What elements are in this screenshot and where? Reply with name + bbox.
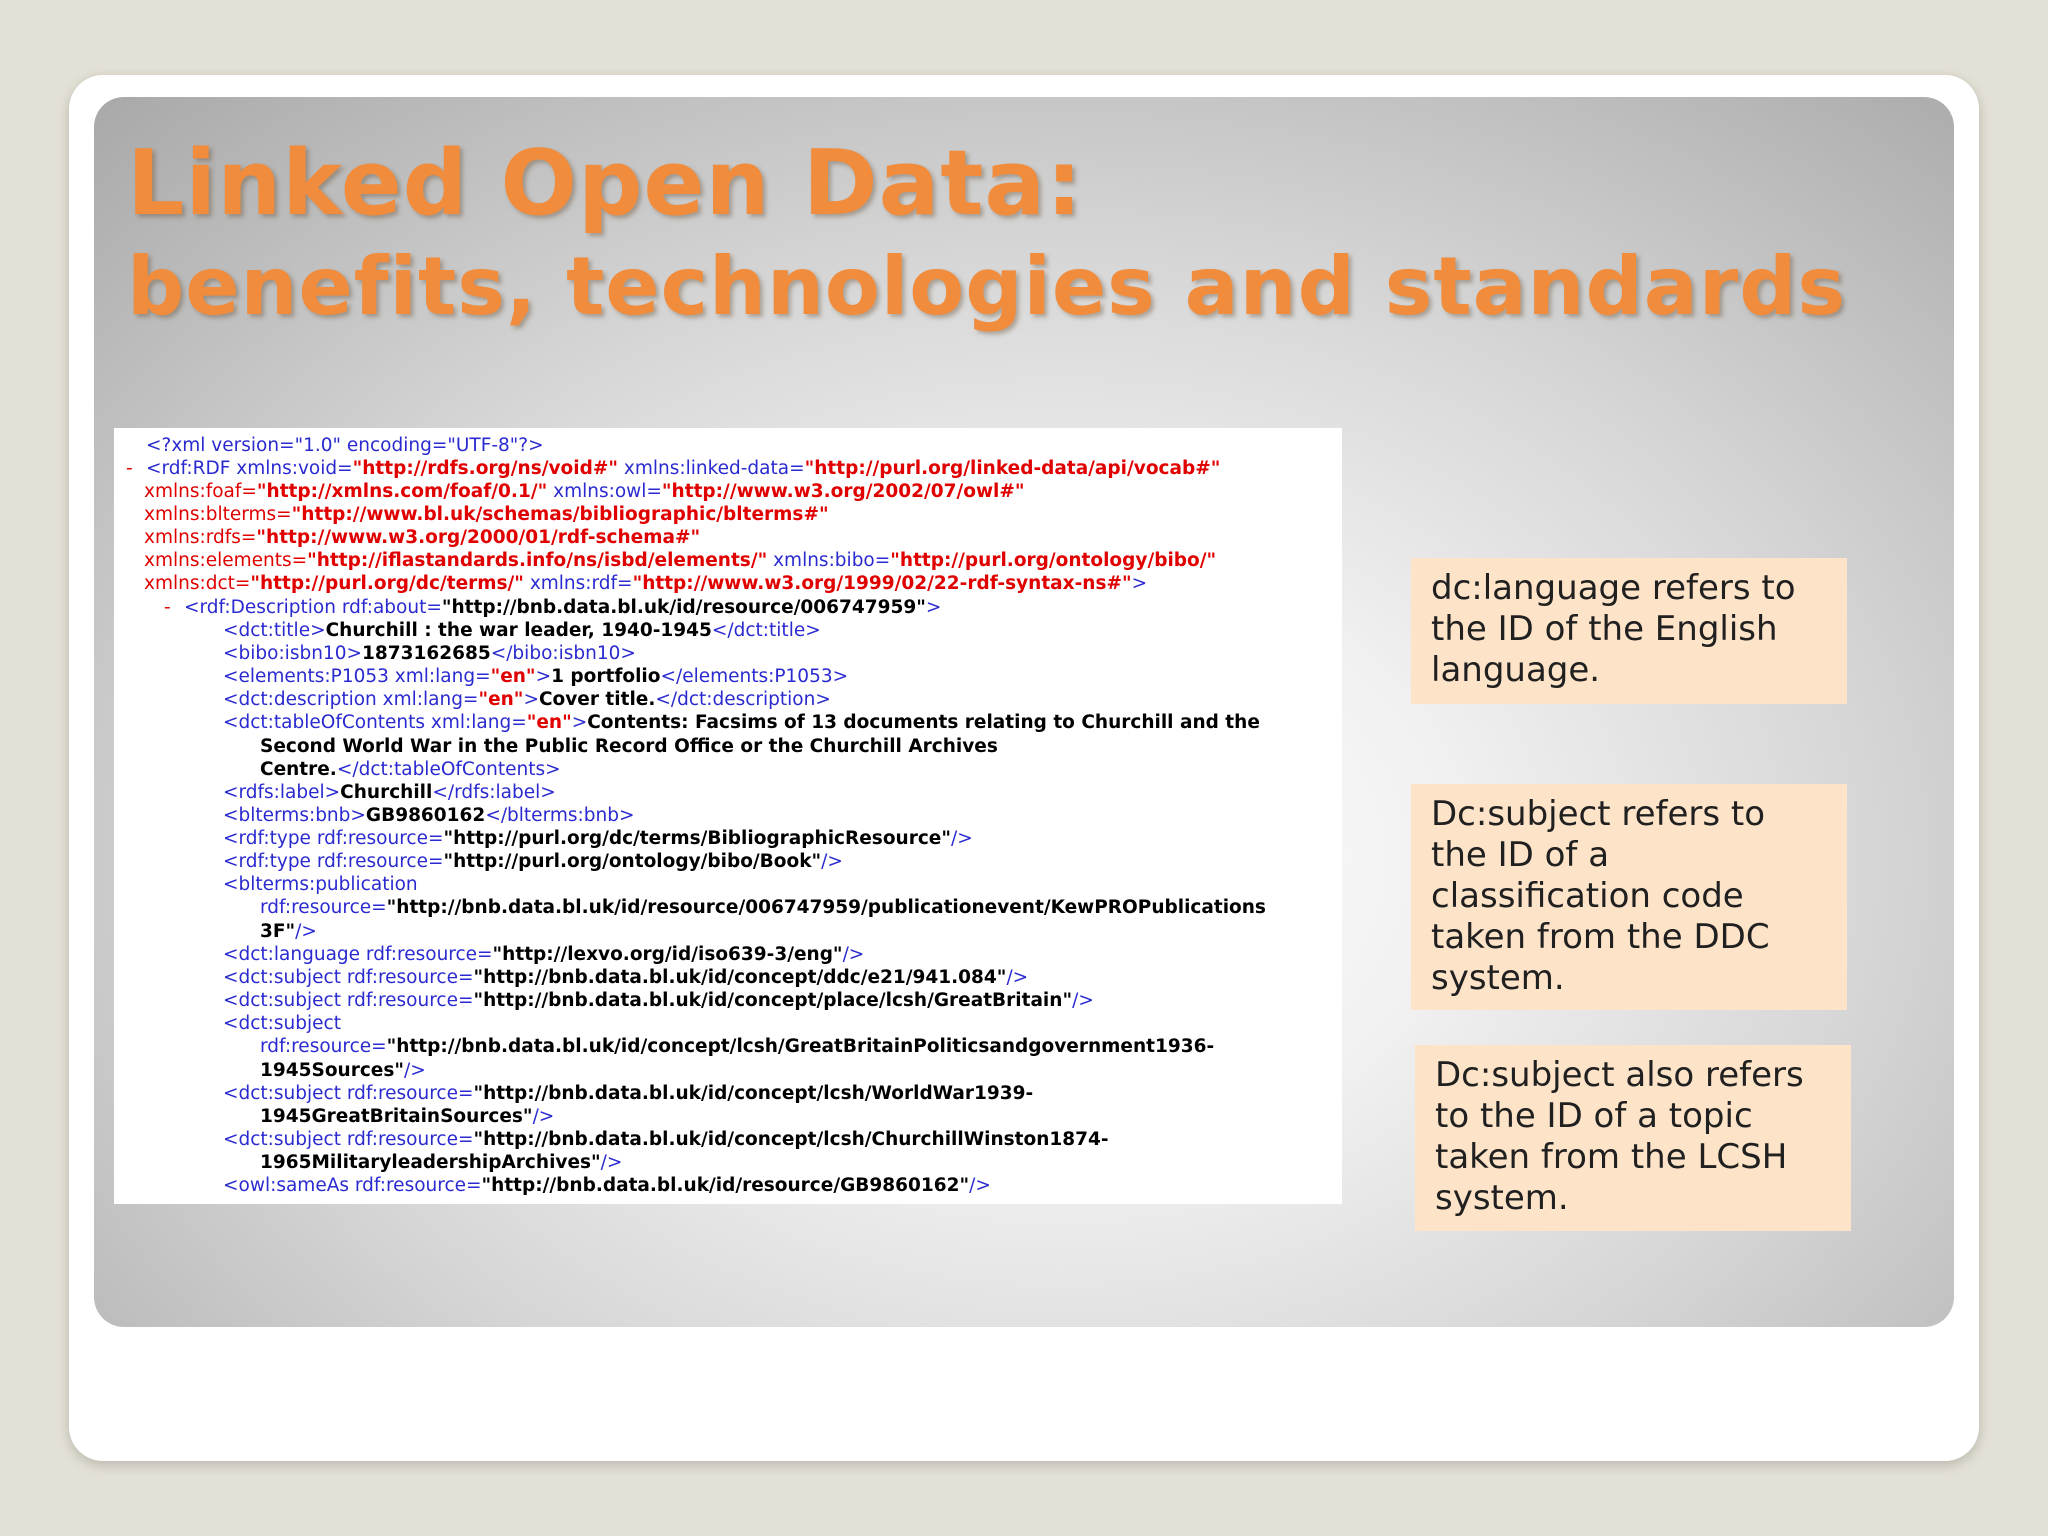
xml-line (223, 665, 848, 688)
xml-token: 1945Sources" (260, 1060, 404, 1081)
slide-subtitle-line2: benefits, technologies and standards (127, 240, 1847, 333)
xml-line (260, 735, 998, 758)
xml-token: > (535, 666, 552, 687)
xml-token: "en" (526, 712, 572, 733)
xml-token: <dct:subject rdf:resource= (223, 990, 474, 1011)
xml-token: "http://www.w3.org/2002/07/owl#" (661, 481, 1025, 502)
xml-line (260, 1035, 1214, 1058)
xml-token: "en" (478, 689, 524, 710)
xml-line (144, 549, 1216, 572)
xml-token: xmlns:owl= (547, 481, 662, 502)
xml-token: </elements:P1053> (660, 666, 849, 687)
xml-token: xmlns:bibo= (767, 550, 891, 571)
xml-token: <dct:subject rdf:resource= (223, 967, 474, 988)
xml-token: /> (403, 1060, 426, 1081)
xml-token: Churchill (340, 782, 433, 803)
xml-line (223, 619, 821, 642)
xml-line (223, 1012, 341, 1035)
xml-token: 3F" (260, 921, 296, 942)
xml-token: "http://bnb.data.bl.uk/id/concept/lcsh/GreatBritainPoliticsandgovernment1936- (386, 1036, 1215, 1057)
xml-line (144, 526, 700, 549)
xml-token: "http://purl.org/dc/terms/" (250, 573, 524, 594)
xml-token: <bibo:isbn10> (223, 643, 362, 664)
xml-line (223, 711, 1260, 734)
xml-token: /> (532, 1106, 555, 1127)
xml-token: "http://purl.org/dc/terms/BibliographicResource" (443, 828, 951, 849)
xml-token: > (523, 689, 539, 710)
xml-token: Cover title. (538, 689, 656, 710)
xml-token: <?xml version="1.0" encoding="UTF-8"?> (146, 435, 544, 456)
xml-line (260, 920, 317, 943)
xml-line (223, 989, 1094, 1012)
xml-line (126, 457, 1221, 480)
xml-line (223, 804, 634, 827)
note-dc-subject-lcsh: Dc:subject also refers to the ID of a topic taken from the LCSH system. (1415, 1045, 1851, 1231)
xml-token: <rdfs:label> (223, 782, 341, 803)
note-dc-subject-ddc: Dc:subject refers to the ID of a classification code taken from the DDC system. (1411, 784, 1847, 1010)
xml-line (260, 1105, 554, 1128)
xml-token: "http://purl.org/ontology/bibo/" (890, 550, 1217, 571)
xml-token: /> (1072, 990, 1094, 1011)
xml-token: 1 portfolio (551, 666, 661, 687)
xml-token: "http://www.bl.uk/schemas/bibliographic/blterms#" (291, 504, 829, 525)
xml-token: "http://purl.org/linked-data/api/vocab#" (804, 458, 1221, 479)
xml-token: <dct:subject (223, 1013, 341, 1034)
xml-token: </bibo:isbn10> (490, 643, 636, 664)
xml-token: <rdf:Description rdf:about= (184, 597, 442, 618)
xml-line (260, 1151, 622, 1174)
xml-line (144, 572, 1147, 595)
slide-title-line1: Linked Open Data: (127, 131, 1084, 236)
xml-token: /> (821, 851, 843, 872)
xml-token: "http://bnb.data.bl.uk/id/resource/006747959/publicationevent/KewPROPublications (386, 897, 1266, 918)
xml-token: xmlns:foaf= (144, 481, 257, 502)
xml-token: <rdf:type rdf:resource= (223, 828, 444, 849)
xml-line (223, 850, 843, 873)
xml-token: /> (1006, 967, 1029, 988)
xml-token: <rdf:type rdf:resource= (223, 851, 444, 872)
collapse-marker[interactable]: - (126, 458, 133, 479)
xml-token: /> (969, 1175, 991, 1196)
xml-line (223, 827, 973, 850)
xml-token: <dct:title> (223, 620, 326, 641)
xml-token: <blterms:publication (223, 874, 418, 895)
xml-line (223, 1082, 1033, 1105)
xml-token: 1873162685 (361, 643, 491, 664)
xml-token: /> (600, 1152, 623, 1173)
xml-token: "http://bnb.data.bl.uk/id/resource/GB9860162" (481, 1175, 970, 1196)
xml-line (223, 1174, 991, 1197)
xml-token: "http://bnb.data.bl.uk/id/concept/lcsh/ChurchillWinston1874- (473, 1129, 1109, 1150)
xml-token: Second World War in the Public Record Office or the Churchill Archives (260, 736, 998, 757)
xml-line (164, 596, 942, 619)
xml-token: <owl:sameAs rdf:resource= (223, 1175, 482, 1196)
xml-token: xmlns:rdfs= (144, 527, 257, 548)
xml-token: xmlns:elements= (144, 550, 308, 571)
xml-token: <dct:description xml:lang= (223, 689, 479, 710)
xml-token: <blterms:bnb> (223, 805, 366, 826)
xml-token: "http://bnb.data.bl.uk/id/concept/place/lcsh/GreatBritain" (473, 990, 1073, 1011)
xml-token: "http://xmlns.com/foaf/0.1/" (256, 481, 548, 502)
xml-line (223, 943, 864, 966)
xml-token: <dct:subject rdf:resource= (223, 1083, 474, 1104)
xml-token: "en" (490, 666, 536, 687)
note-dc-language: dc:language refers to the ID of the English language. (1411, 558, 1847, 704)
xml-token: rdf:resource= (260, 897, 387, 918)
xml-token: Contents: Facsims of 13 documents relating to Churchill and the (587, 712, 1260, 733)
xml-token: </dct:description> (655, 689, 831, 710)
xml-token: "http://bnb.data.bl.uk/id/concept/ddc/e21/941.084" (473, 967, 1007, 988)
xml-line (223, 642, 636, 665)
xml-token: </dct:tableOfContents> (336, 759, 561, 780)
xml-token: "http://purl.org/ontology/bibo/Book" (443, 851, 822, 872)
slide-title (127, 130, 1846, 336)
xml-line (260, 896, 1266, 919)
xml-token: xmlns:linked-data= (617, 458, 805, 479)
xml-token: Churchill : the war leader, 1940-1945 (325, 620, 712, 641)
xml-token: /> (950, 828, 973, 849)
xml-line (223, 873, 418, 896)
xml-token: xmlns:void= (230, 458, 353, 479)
xml-token: xmlns:dct= (144, 573, 251, 594)
xml-line (223, 1128, 1109, 1151)
xml-line (223, 688, 831, 711)
xml-line (223, 966, 1028, 989)
xml-token: GB9860162 (365, 805, 486, 826)
xml-token: rdf:resource= (260, 1036, 387, 1057)
xml-line (146, 434, 544, 457)
xml-token: > (1131, 573, 1148, 594)
xml-token: xmlns:rdf= (523, 573, 633, 594)
xml-token: > (925, 597, 942, 618)
xml-token: "http://bnb.data.bl.uk/id/concept/lcsh/WorldWar1939- (473, 1083, 1034, 1104)
rdf-xml-code-block (114, 428, 1342, 1204)
collapse-marker[interactable]: - (164, 597, 171, 618)
xml-token: "http://www.w3.org/1999/02/22-rdf-syntax-ns#" (632, 573, 1132, 594)
xml-token: </rdfs:label> (432, 782, 556, 803)
xml-token: </dct:title> (711, 620, 821, 641)
xml-line (260, 1059, 426, 1082)
xml-token: </blterms:bnb> (485, 805, 635, 826)
xml-token: <elements:P1053 xml:lang= (223, 666, 491, 687)
xml-token: <dct:tableOfContents xml:lang= (223, 712, 527, 733)
xml-token: /> (295, 921, 317, 942)
xml-token: <dct:subject rdf:resource= (223, 1129, 474, 1150)
xml-token: "http://lexvo.org/id/iso639-3/eng" (492, 944, 843, 965)
xml-line (223, 781, 556, 804)
xml-token: > (571, 712, 588, 733)
xml-token: "http://bnb.data.bl.uk/id/resource/006747959" (441, 597, 926, 618)
xml-token: Centre. (260, 759, 337, 780)
xml-token: "http://iflastandards.info/ns/isbd/elements/" (307, 550, 768, 571)
xml-token: 1945GreatBritainSources" (260, 1106, 533, 1127)
xml-token: xmlns:blterms= (144, 504, 292, 525)
xml-token: "http://www.w3.org/2000/01/rdf-schema#" (256, 527, 701, 548)
xml-token: 1965MilitaryleadershipArchives" (260, 1152, 601, 1173)
xml-token: /> (842, 944, 865, 965)
xml-token: <dct:language rdf:resource= (223, 944, 493, 965)
xml-line (144, 480, 1025, 503)
xml-line (260, 758, 561, 781)
xml-line (144, 503, 829, 526)
xml-token: <rdf:RDF (146, 458, 231, 479)
xml-token: "http://rdfs.org/ns/void#" (352, 458, 618, 479)
